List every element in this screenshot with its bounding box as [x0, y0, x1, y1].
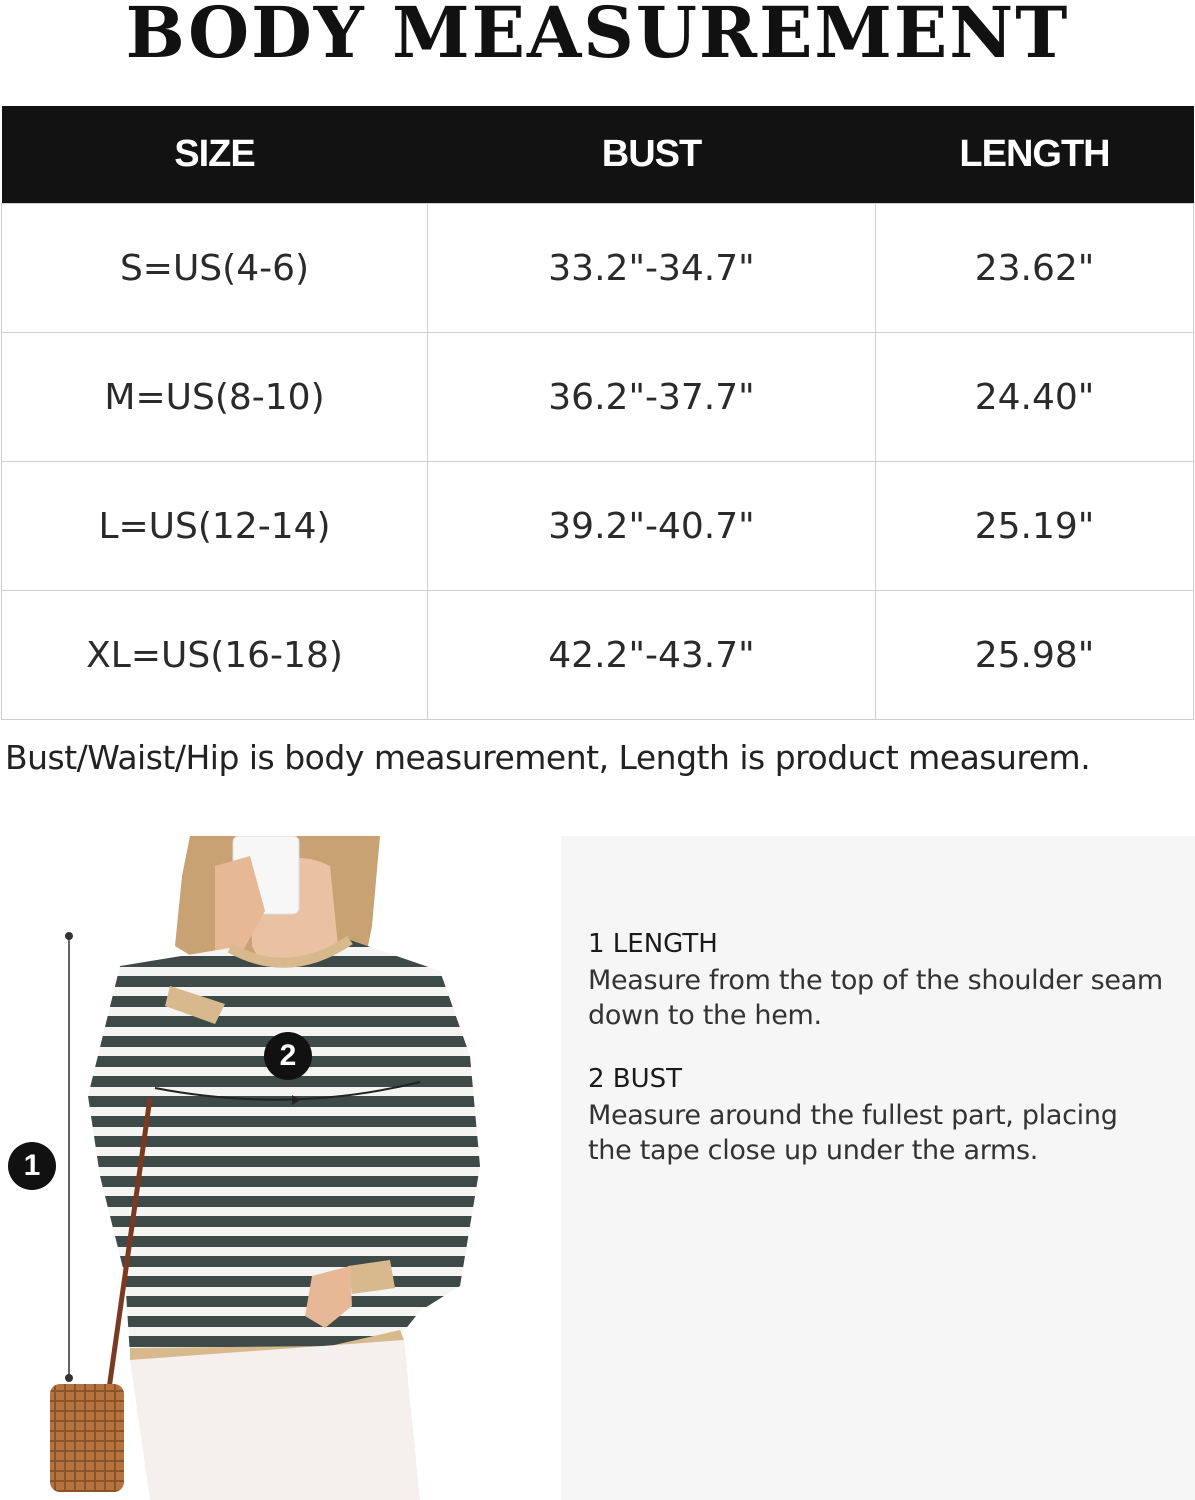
cell-length: 24.40" — [876, 333, 1194, 462]
cell-bust: 33.2"-34.7" — [428, 204, 876, 333]
guide-item-desc: Measure from the top of the shoulder seam down to the hem. — [588, 965, 1163, 1031]
size-chart-table — [1, 106, 1194, 720]
cell-size: S=US(4-6) — [2, 204, 428, 333]
cell-bust: 39.2"-40.7" — [428, 462, 876, 591]
cell-length: 25.19" — [876, 462, 1194, 591]
table-row — [2, 462, 1194, 591]
cell-size: M=US(8-10) — [2, 333, 428, 462]
cell-bust: 36.2"-37.7" — [428, 333, 876, 462]
model-photo — [0, 836, 560, 1500]
cell-size: XL=US(16-18) — [2, 591, 428, 720]
cell-length: 25.98" — [876, 591, 1194, 720]
table-header-row — [2, 106, 1194, 204]
guide-item-desc: Measure around the fullest part, placing the tape close up under the arms. — [588, 1100, 1118, 1166]
length-badge: 1 — [8, 1142, 56, 1190]
table-row — [2, 204, 1194, 333]
measurement-note: Bust/Waist/Hip is body measurement, Length is product measurem. — [5, 738, 1091, 777]
table-row — [2, 591, 1194, 720]
page-title: BODY MEASUREMENT — [125, 0, 1070, 74]
measure-guide-panel — [561, 836, 1195, 1500]
guide-item-bust — [588, 1064, 1168, 1168]
header-length: LENGTH — [876, 106, 1194, 204]
header-size: SIZE — [2, 106, 428, 204]
model-illustration — [0, 836, 560, 1500]
table-row — [2, 333, 1194, 462]
cell-size: L=US(12-14) — [2, 462, 428, 591]
guide-item-length — [588, 929, 1168, 1033]
cell-length: 23.62" — [876, 204, 1194, 333]
guide-item-title: 2 BUST — [588, 1064, 683, 1094]
header-bust: BUST — [428, 106, 876, 204]
guide-item-title: 1 LENGTH — [588, 929, 718, 959]
bust-badge: 2 — [264, 1032, 312, 1080]
cell-bust: 42.2"-43.7" — [428, 591, 876, 720]
